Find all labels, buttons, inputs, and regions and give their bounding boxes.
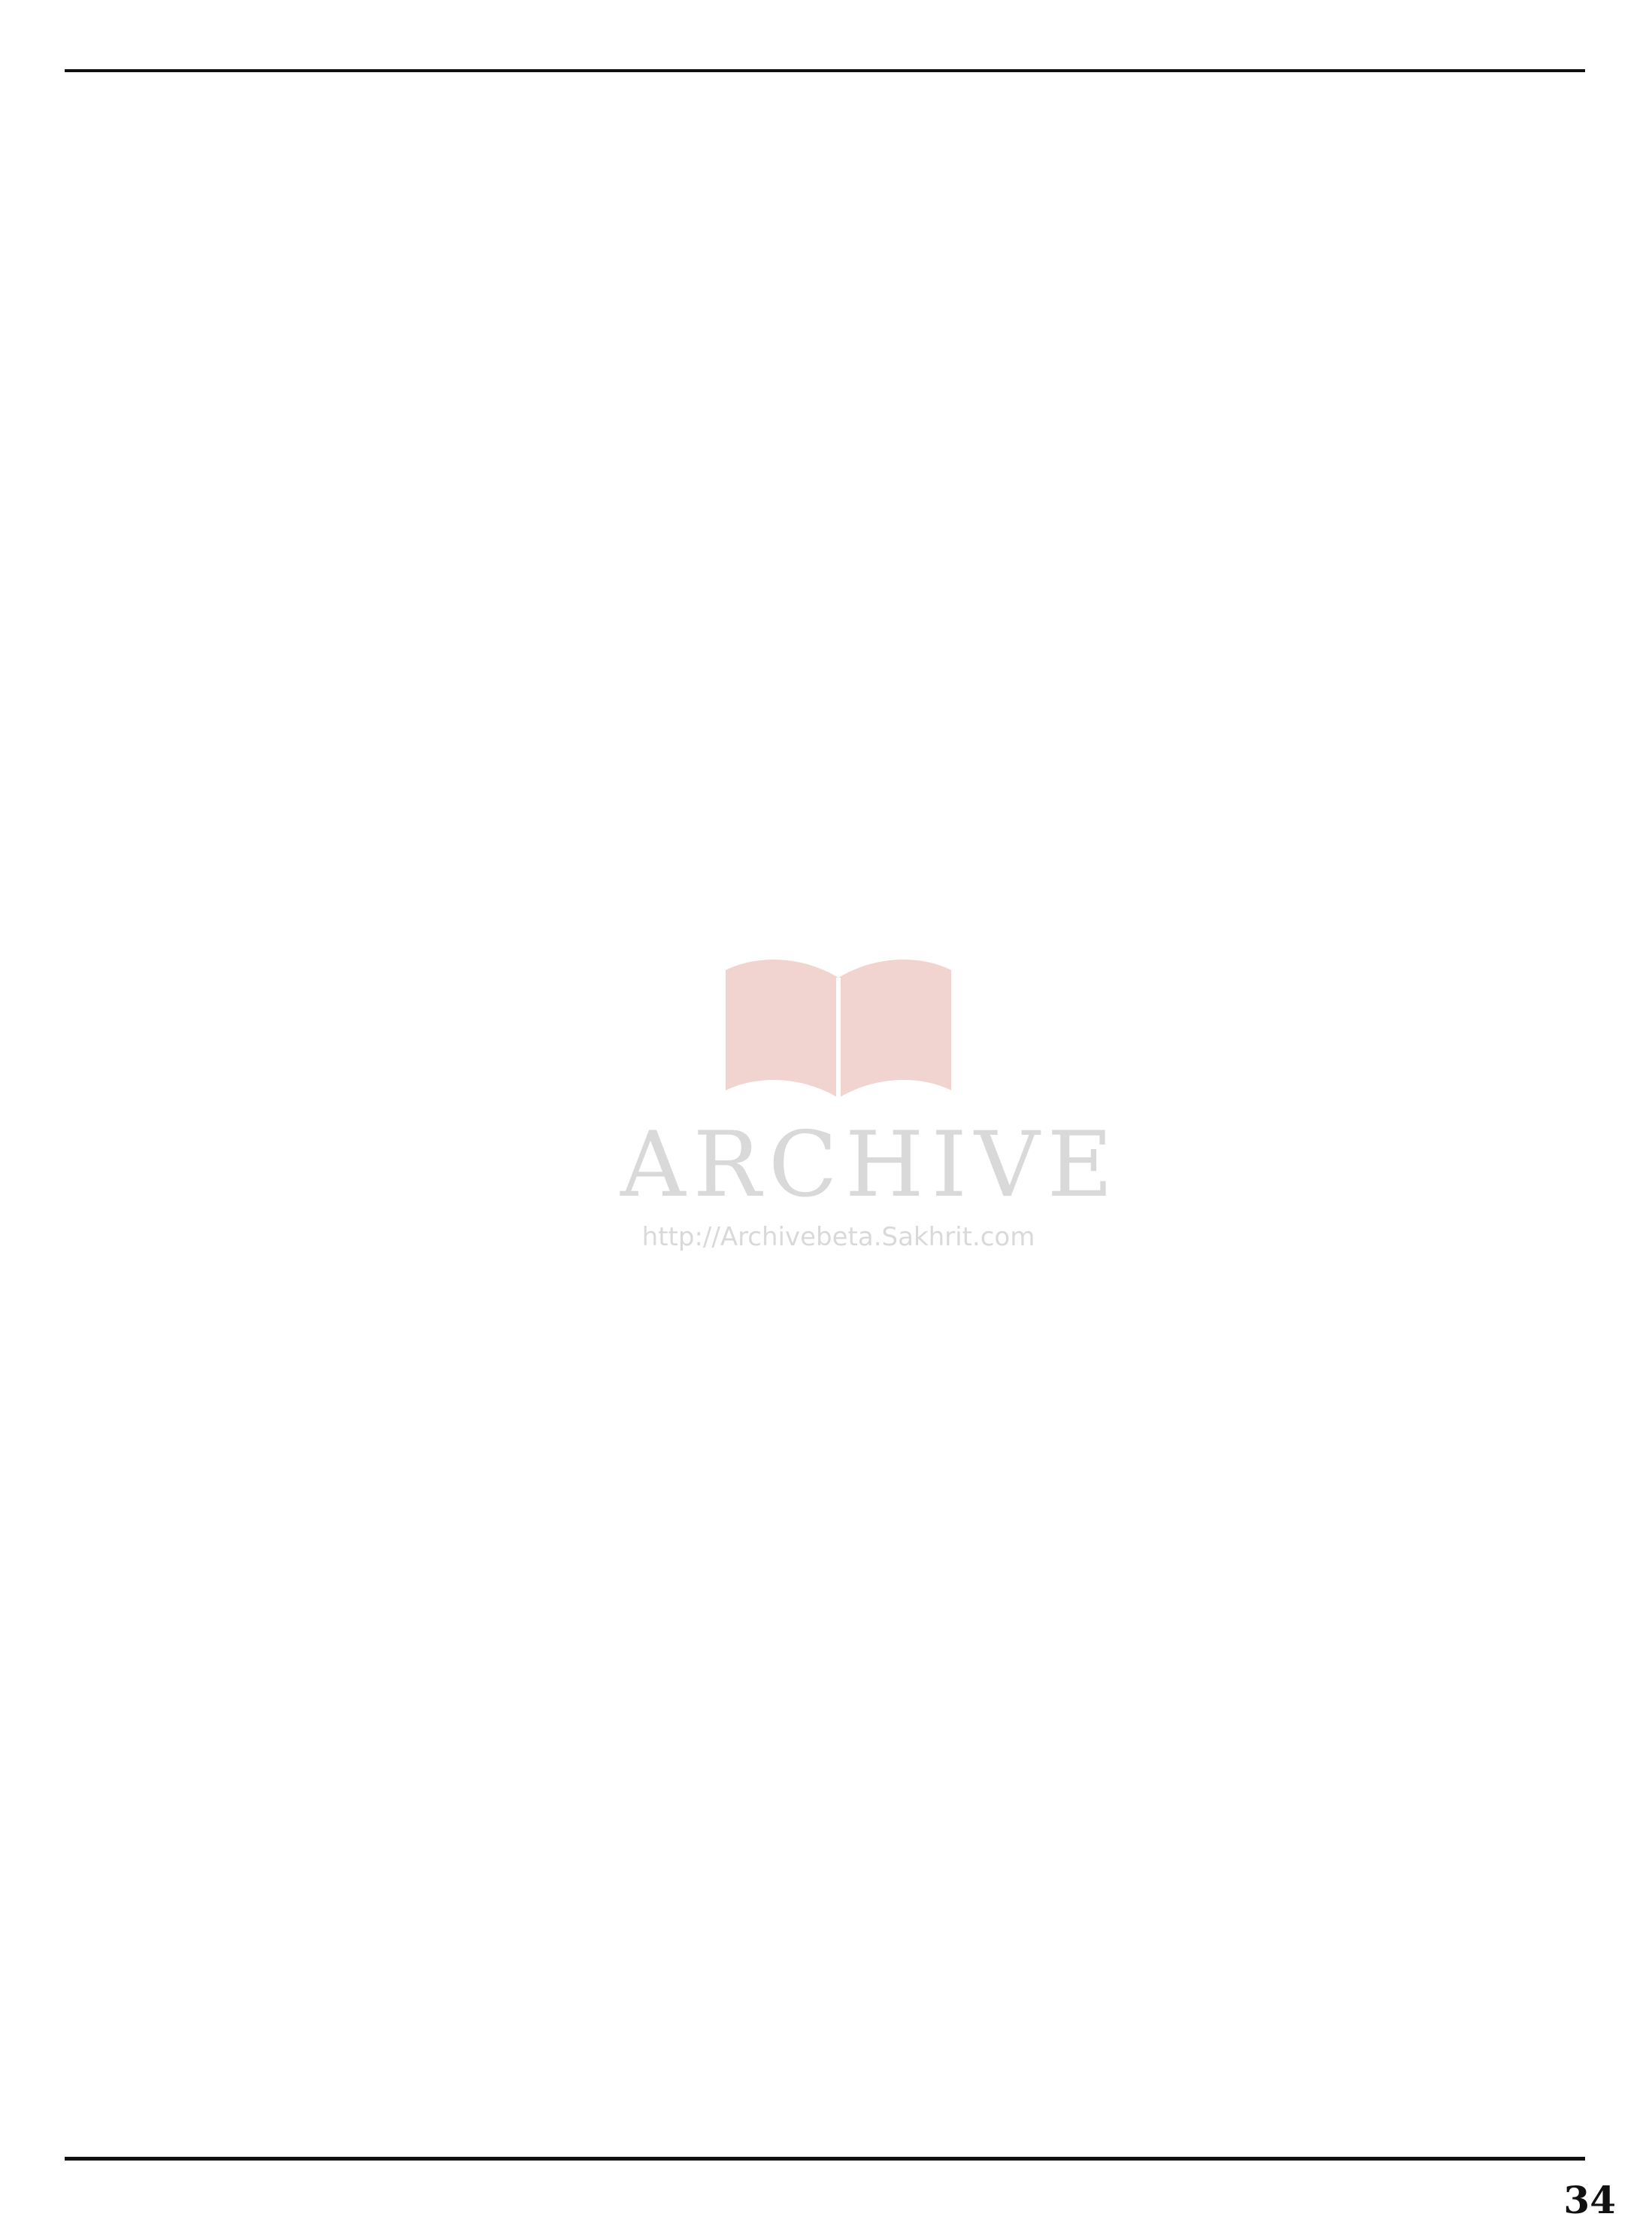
- watermark-wordmark: ARCHIVE: [620, 1113, 1121, 1218]
- page-number: 34: [1563, 2178, 1616, 2222]
- top-rule: [65, 69, 1585, 72]
- bottom-rule: [65, 2157, 1585, 2161]
- right-column: [831, 101, 1590, 2124]
- watermark-url: http://Archivebeta.Sakhrit.com: [641, 1222, 1035, 1252]
- left-column: [45, 101, 805, 2124]
